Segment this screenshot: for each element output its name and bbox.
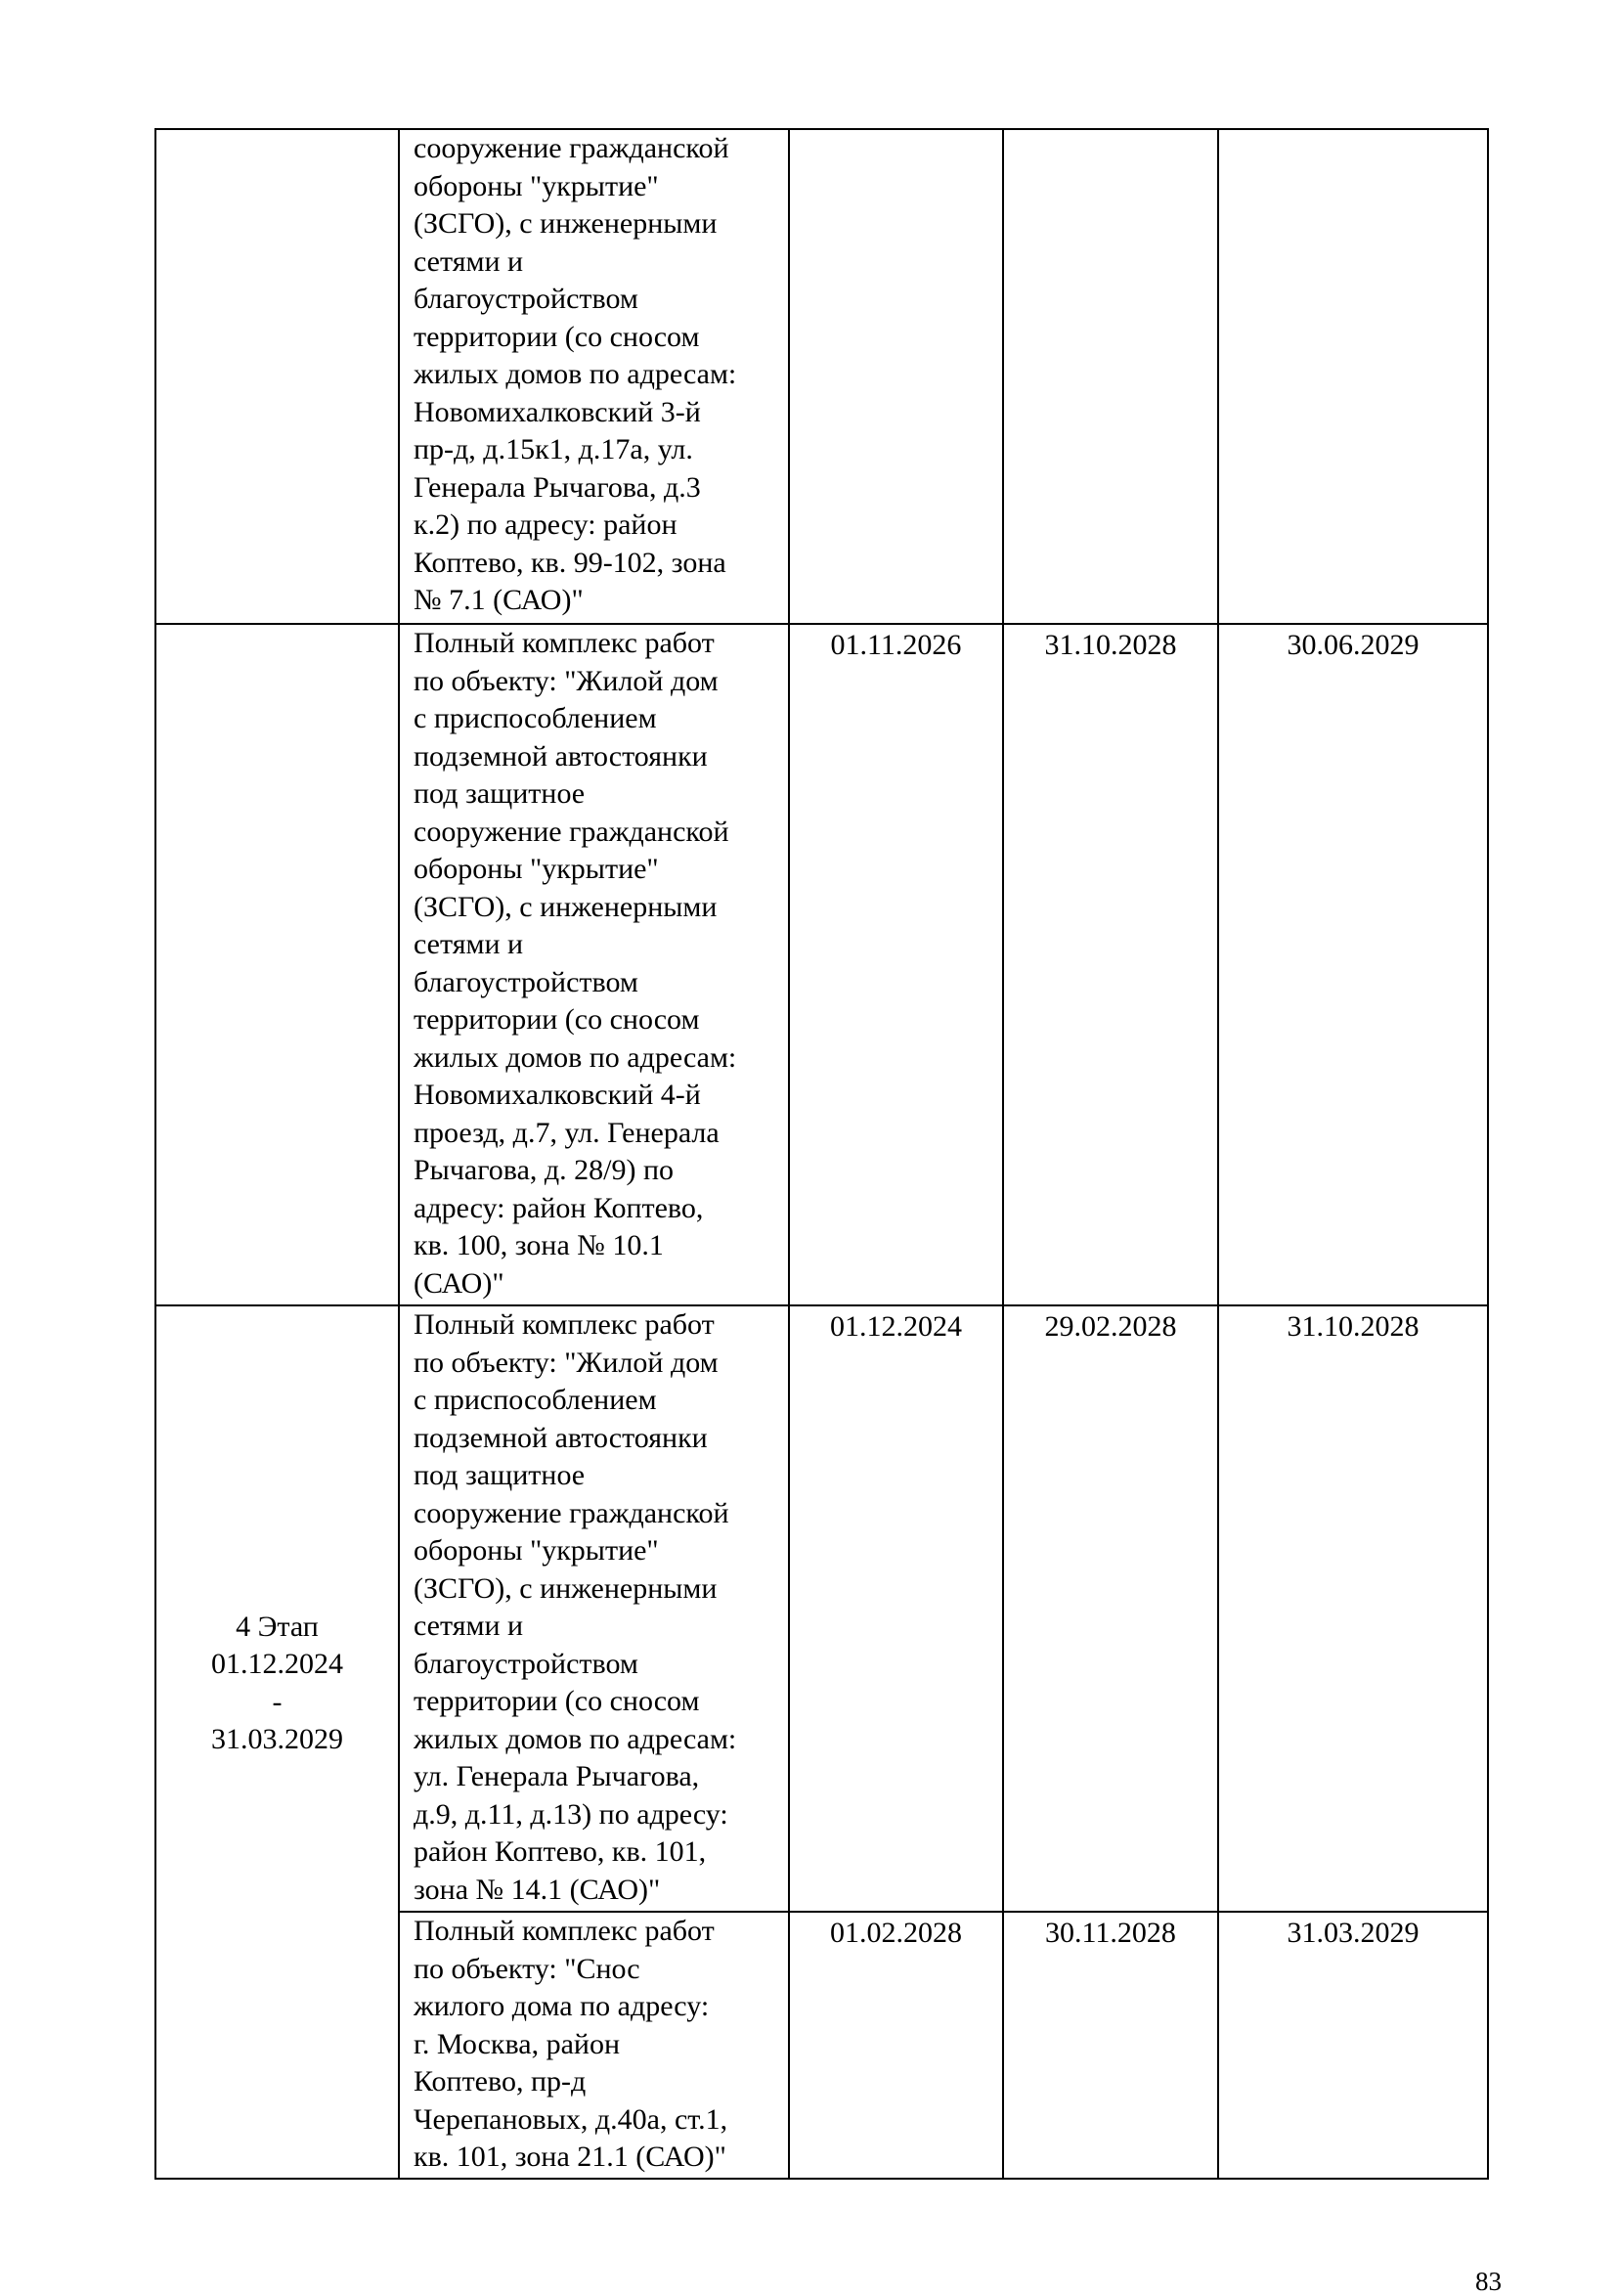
description-cell bbox=[399, 129, 789, 624]
text-line: 31.03.2029 bbox=[211, 1723, 343, 1755]
start-date-cell bbox=[789, 624, 1003, 1305]
schedule-table bbox=[154, 128, 1489, 2180]
text-line: подземной автостоянки bbox=[414, 739, 708, 773]
text-line: Полный комплекс работ bbox=[414, 1308, 715, 1341]
text-line: благоустройством bbox=[414, 283, 638, 315]
end-date-cell bbox=[1003, 624, 1218, 1305]
description-text bbox=[400, 1913, 788, 2177]
text-line: по объекту: "Жилой дом bbox=[414, 664, 719, 697]
page-number: 83 bbox=[1475, 2267, 1502, 2296]
text-line: жилых домов по адресам: bbox=[414, 1040, 737, 1074]
start-date: 01.12.2024 bbox=[830, 1310, 962, 1343]
text-line: обороны "укрытие" bbox=[414, 1534, 659, 1567]
end-date-cell bbox=[1003, 129, 1218, 624]
start-date-cell bbox=[789, 1305, 1003, 1912]
text-line: обороны "укрытие" bbox=[414, 169, 659, 202]
text-line: благоустройством bbox=[414, 965, 638, 998]
text-line: (ЗСГО), с инженерными bbox=[414, 207, 718, 240]
text-line: под защитное bbox=[414, 777, 586, 810]
text-line: сетями и bbox=[414, 244, 524, 278]
end-date-cell bbox=[1003, 1912, 1218, 2179]
start-date: 01.02.2028 bbox=[830, 1917, 962, 1949]
table-row bbox=[155, 624, 1488, 1305]
description-text bbox=[400, 130, 788, 620]
stage-cell-empty bbox=[155, 129, 399, 624]
description-text bbox=[400, 625, 788, 1303]
description-cell bbox=[399, 1305, 789, 1912]
text-line: Генерала Рычагова, д.3 bbox=[414, 470, 701, 504]
description-text bbox=[400, 1306, 788, 1909]
stage-cell-empty bbox=[155, 624, 399, 1305]
text-line: Черепановых, д.40а, ст.1, bbox=[414, 2102, 728, 2136]
text-line: Полный комплекс работ bbox=[414, 1915, 715, 1947]
text-line: Коптево, кв. 99-102, зона bbox=[414, 546, 726, 579]
end-date-cell bbox=[1003, 1305, 1218, 1912]
start-date: 01.11.2026 bbox=[830, 629, 962, 661]
text-line: жилых домов по адресам: bbox=[414, 1722, 737, 1755]
text-line: (ЗСГО), с инженерными bbox=[414, 890, 718, 923]
stage-cell bbox=[155, 1305, 399, 2179]
text-line: пр-д, д.15к1, д.17а, ул. bbox=[414, 433, 693, 465]
text-line: территории (со сносом bbox=[414, 1685, 700, 1717]
text-line: территории (со сносом bbox=[414, 1003, 700, 1036]
text-line: сооружение гражданской bbox=[414, 1496, 729, 1529]
text-line: с приспособлением bbox=[414, 1384, 657, 1416]
text-line: (САО)" bbox=[414, 1266, 504, 1300]
description-cell bbox=[399, 1912, 789, 2179]
text-line: по объекту: "Снос bbox=[414, 1952, 640, 1985]
text-line: сетями и bbox=[414, 928, 524, 960]
final-date: 31.03.2029 bbox=[1287, 1917, 1420, 1949]
text-line: с приспособлением bbox=[414, 702, 657, 734]
text-line: адресу: район Коптево, bbox=[414, 1191, 704, 1224]
start-date-cell bbox=[789, 1912, 1003, 2179]
table-row bbox=[155, 1305, 1488, 1912]
text-line: - bbox=[272, 1685, 283, 1718]
text-line: проезд, д.7, ул. Генерала bbox=[414, 1116, 720, 1149]
end-date: 30.11.2028 bbox=[1045, 1917, 1176, 1949]
stage-label bbox=[156, 1609, 398, 1759]
final-date-cell bbox=[1218, 624, 1488, 1305]
text-line: г. Москва, район bbox=[414, 2027, 620, 2060]
text-line: Новомихалковский 4-й bbox=[414, 1079, 701, 1111]
text-line: район Коптево, кв. 101, bbox=[414, 1835, 707, 1868]
end-date: 31.10.2028 bbox=[1044, 629, 1177, 661]
text-line: жилых домов по адресам: bbox=[414, 358, 737, 390]
text-line: (ЗСГО), с инженерными bbox=[414, 1571, 718, 1605]
text-line: обороны "укрытие" bbox=[414, 853, 659, 885]
text-line: Полный комплекс работ bbox=[414, 627, 715, 659]
text-line: кв. 101, зона 21.1 (САО)" bbox=[414, 2141, 726, 2173]
description-cell bbox=[399, 624, 789, 1305]
text-line: Коптево, пр-д bbox=[414, 2065, 587, 2097]
final-date-cell bbox=[1218, 129, 1488, 624]
text-line: подземной автостоянки bbox=[414, 1421, 708, 1454]
text-line: сооружение гражданской bbox=[414, 132, 729, 164]
text-line: Рычагова, д. 28/9) по bbox=[414, 1154, 675, 1186]
text-line: благоустройством bbox=[414, 1647, 638, 1680]
table-row bbox=[155, 129, 1488, 624]
text-line: к.2) по адресу: район bbox=[414, 508, 677, 541]
final-date: 31.10.2028 bbox=[1287, 1310, 1420, 1343]
text-line: зона № 14.1 (САО)" bbox=[414, 1873, 661, 1906]
text-line: 4 Этап bbox=[236, 1610, 319, 1643]
final-date: 30.06.2029 bbox=[1287, 629, 1420, 661]
final-date-cell bbox=[1218, 1305, 1488, 1912]
text-line: по объекту: "Жилой дом bbox=[414, 1346, 719, 1379]
text-line: № 7.1 (САО)" bbox=[414, 584, 584, 616]
text-line: кв. 100, зона № 10.1 bbox=[414, 1229, 664, 1261]
text-line: Новомихалковский 3-й bbox=[414, 395, 701, 428]
start-date-cell bbox=[789, 129, 1003, 624]
text-line: ул. Генерала Рычагова, bbox=[414, 1760, 700, 1792]
text-line: под защитное bbox=[414, 1459, 586, 1491]
text-line: 01.12.2024 bbox=[211, 1648, 343, 1680]
text-line: территории (со сносом bbox=[414, 320, 700, 353]
final-date-cell bbox=[1218, 1912, 1488, 2179]
text-line: д.9, д.11, д.13) по адресу: bbox=[414, 1797, 728, 1831]
end-date: 29.02.2028 bbox=[1044, 1310, 1177, 1343]
text-line: жилого дома по адресу: bbox=[414, 1990, 710, 2022]
text-line: сетями и bbox=[414, 1610, 524, 1642]
text-line: сооружение гражданской bbox=[414, 815, 729, 848]
